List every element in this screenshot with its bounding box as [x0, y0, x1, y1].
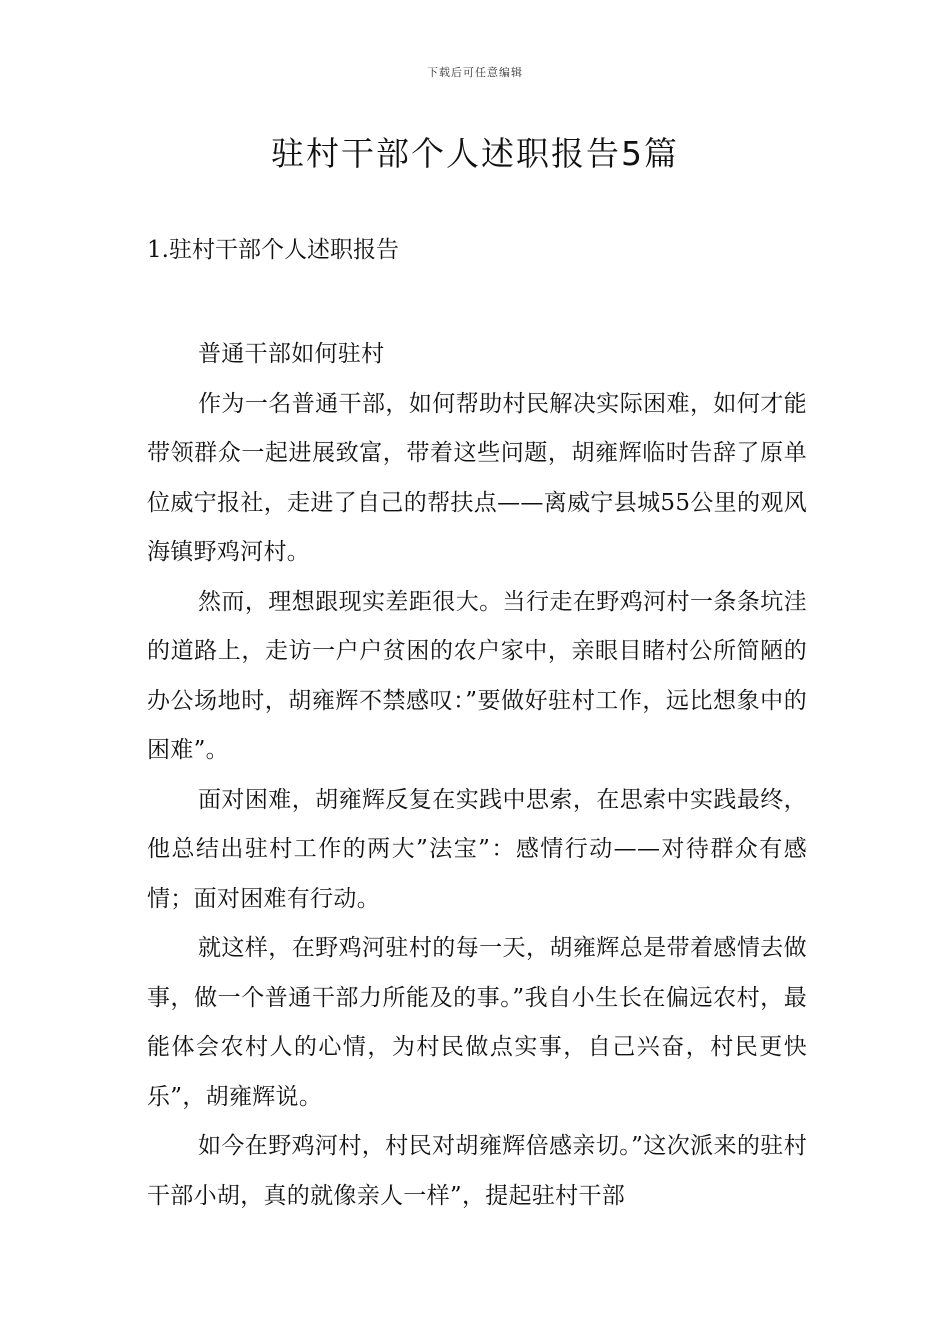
- paragraph: 如今在野鸡河村，村民对胡雍辉倍感亲切。”这次派来的驻村干部小胡，真的就像亲人一样”，提起驻村干部: [147, 1133, 807, 1209]
- paragraph-subtitle: 普通干部如何驻村: [198, 341, 385, 367]
- paragraph: 面对困难，胡雍辉反复在实践中思索，在思索中实践最终，他总结出驻村工作的两大”法宝”：感情行动——对待群众有感情；面对困难有行动。: [147, 786, 807, 912]
- paragraph: 作为一名普通干部，如何帮助村民解决实际困难，如何才能带领群众一起进展致富，带着这些问题，胡雍辉临时告辞了原单位威宁报社，走进了自己的帮扶点——离威宁县城55公里的观风海镇野鸡河村。: [147, 390, 807, 565]
- section-heading: 1.驻村干部个人述职报告: [147, 237, 399, 263]
- paragraph: 就这样，在野鸡河驻村的每一天，胡雍辉总是带着感情去做事，做一个普通干部力所能及的事。”我自小生长在偏远农村，最能体会农村人的心情，为村民做点实事，自己兴奋，村民更快乐”，胡雍辉说。: [147, 935, 807, 1110]
- header-note: 下载后可任意编辑: [427, 66, 523, 79]
- paragraph: 然而，理想跟现实差距很大。当行走在野鸡河村一条条坑洼的道路上，走访一户户贫困的农户家中，亲眼目睹村公所简陋的办公场地时，胡雍辉不禁感叹：”要做好驻村工作，远比想象中的困难”。: [147, 588, 807, 763]
- document-title: 驻村干部个人述职报告5篇: [271, 134, 679, 173]
- body-text: [147, 330, 807, 1221]
